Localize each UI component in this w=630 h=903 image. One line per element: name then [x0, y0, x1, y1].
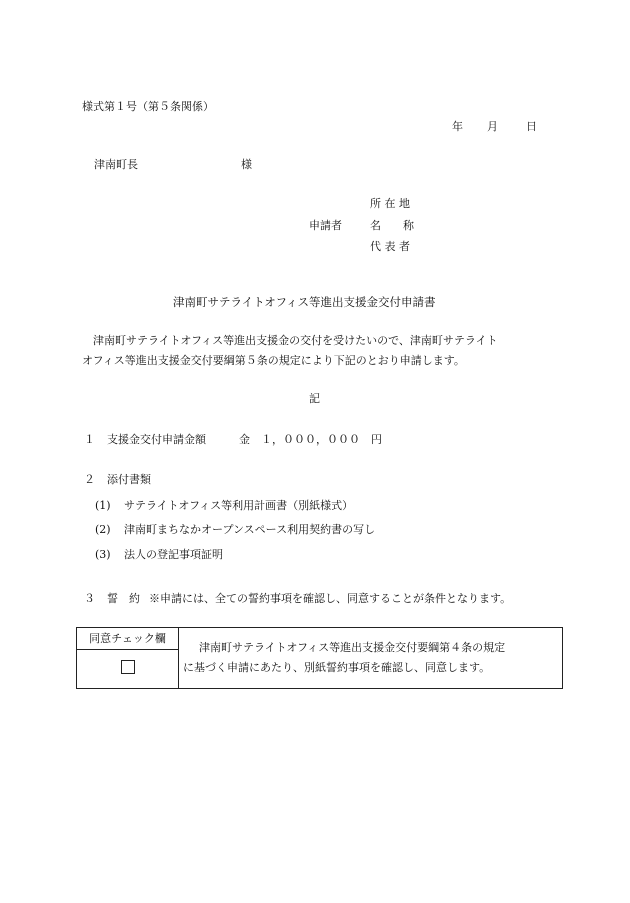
- date-month: 月: [487, 120, 498, 133]
- body-line-1: 津南町サテライトオフィス等進出支援金の交付を受けたいので、津南町サテライト: [93, 334, 498, 347]
- consent-checkbox[interactable]: [121, 660, 135, 674]
- attachment-number: (1): [95, 499, 111, 512]
- applicant-address-label: 所 在 地: [370, 197, 410, 210]
- consent-table: [76, 627, 563, 689]
- item-1-amount: 金 １，０００，０００ 円: [239, 433, 382, 446]
- consent-statement-line-2: に基づく申請にあたり、別紙誓約事項を確認し、同意します。: [183, 661, 491, 674]
- recipient-honorific: 様: [241, 158, 252, 171]
- item-1-number: １: [84, 433, 95, 446]
- form-number: 様式第１号（第５条関係）: [82, 100, 214, 113]
- item-3-number: ３: [84, 592, 95, 605]
- attachment-number: (3): [95, 548, 111, 561]
- document-title: 津南町サテライトオフィス等進出支援金交付申請書: [173, 295, 436, 309]
- attachment-number: (2): [95, 523, 111, 536]
- applicant-rep-label: 代 表 者: [370, 240, 410, 253]
- consent-statement-line-1: 津南町サテライトオフィス等進出支援金交付要綱第４条の規定: [199, 641, 506, 654]
- consent-header: 同意チェック欄: [77, 628, 179, 650]
- item-2-number: ２: [84, 473, 95, 486]
- date-day: 日: [526, 120, 537, 133]
- ki-label: 記: [309, 392, 320, 405]
- item-1-label: 支援金交付申請金額: [107, 433, 206, 446]
- item-3-label: 誓 約: [107, 592, 140, 605]
- item-3-note: ※申請には、全ての誓約事項を確認し、同意することが条件となります。: [149, 592, 512, 605]
- applicant-label: 申請者: [309, 219, 342, 232]
- attachment-text: 法人の登記事項証明: [124, 548, 223, 561]
- date-year: 年: [452, 120, 463, 133]
- applicant-name-label: 名 称: [370, 219, 414, 232]
- consent-checkbox-cell: [77, 650, 179, 689]
- attachment-text: 津南町まちなかオープンスペース利用契約書の写し: [124, 523, 376, 536]
- body-line-2: オフィス等進出支援金交付要綱第５条の規定により下記のとおり申請します。: [82, 354, 465, 367]
- attachment-text: サテライトオフィス等利用計画書（別紙様式）: [124, 499, 354, 512]
- item-2-label: 添付書類: [107, 473, 151, 486]
- consent-statement-cell: [179, 628, 563, 689]
- recipient-name: 津南町長: [94, 158, 138, 171]
